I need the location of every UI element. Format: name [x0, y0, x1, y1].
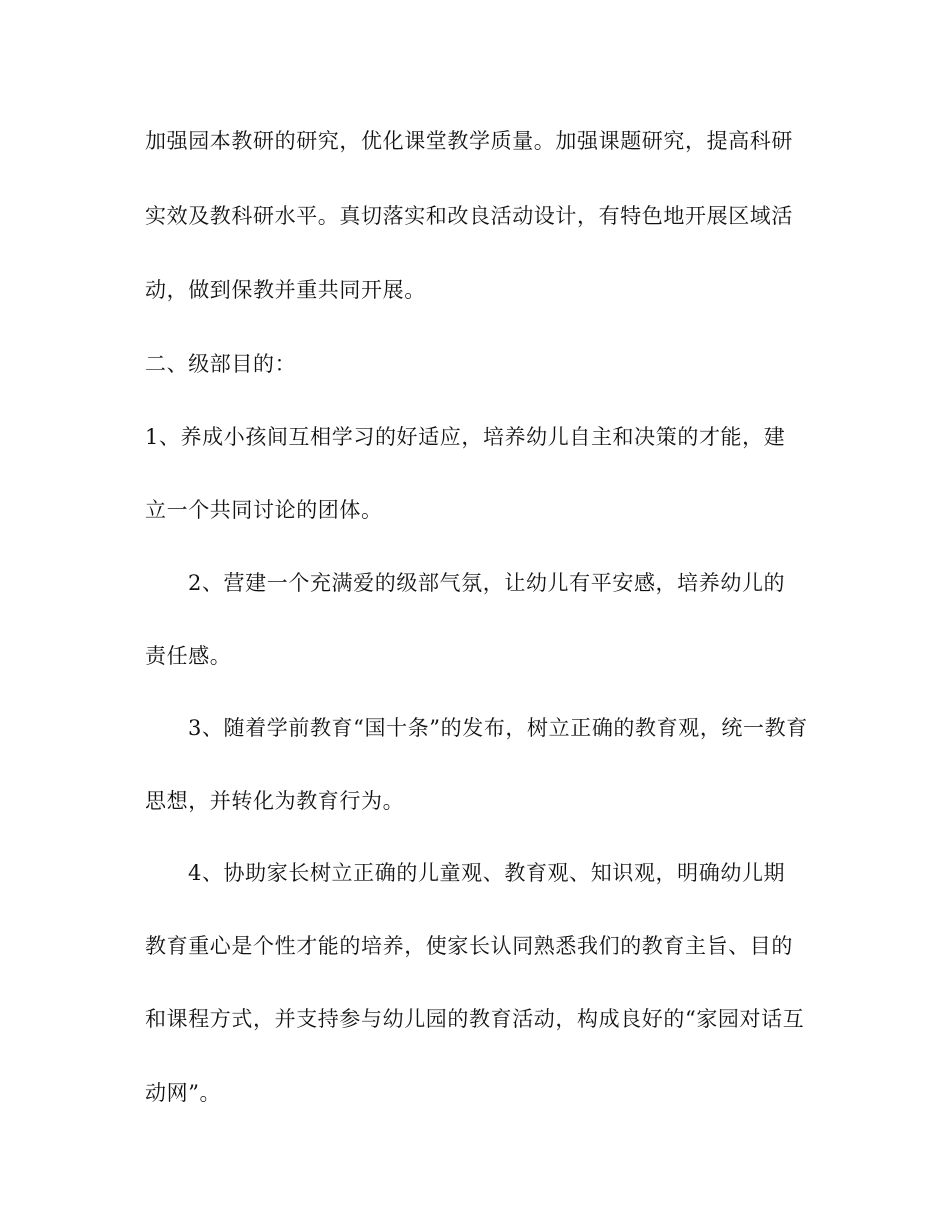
text-line: 加强园本教研的研究，优化课堂教学质量。加强课题研究，提高科研	[145, 129, 793, 153]
text-line: 1、养成小孩间互相学习的好适应，培养幼儿自主和决策的才能，建	[145, 425, 786, 449]
text-line: 动，做到保教并重共同开展。	[145, 278, 426, 302]
text-line: 思想，并转化为教育行为。	[145, 789, 405, 813]
text-line: 动网”。	[145, 1081, 222, 1105]
text-line: 实效及教科研水平。真切落实和改良活动设计，有特色地开展区域活	[145, 204, 793, 228]
section-heading: 二、级部目的：	[145, 352, 297, 376]
text-line: 责任感。	[145, 644, 232, 668]
text-line: 教育重心是个性才能的培养，使家长认同熟悉我们的教育主旨、目的	[145, 934, 793, 958]
text-line: 立一个共同讨论的团体。	[145, 498, 383, 522]
text-line: 2、营建一个充满爱的级部气氛，让幼儿有平安感，培养幼儿的	[188, 571, 786, 595]
text-line: 和课程方式，并支持参与幼儿园的教育活动，构成良好的“家园对话互	[145, 1007, 805, 1031]
text-line: 4、协助家长树立正确的儿童观、教育观、知识观，明确幼儿期	[188, 861, 786, 885]
text-line: 3、随着学前教育“国十条”的发布，树立正确的教育观，统一教育	[188, 716, 808, 740]
